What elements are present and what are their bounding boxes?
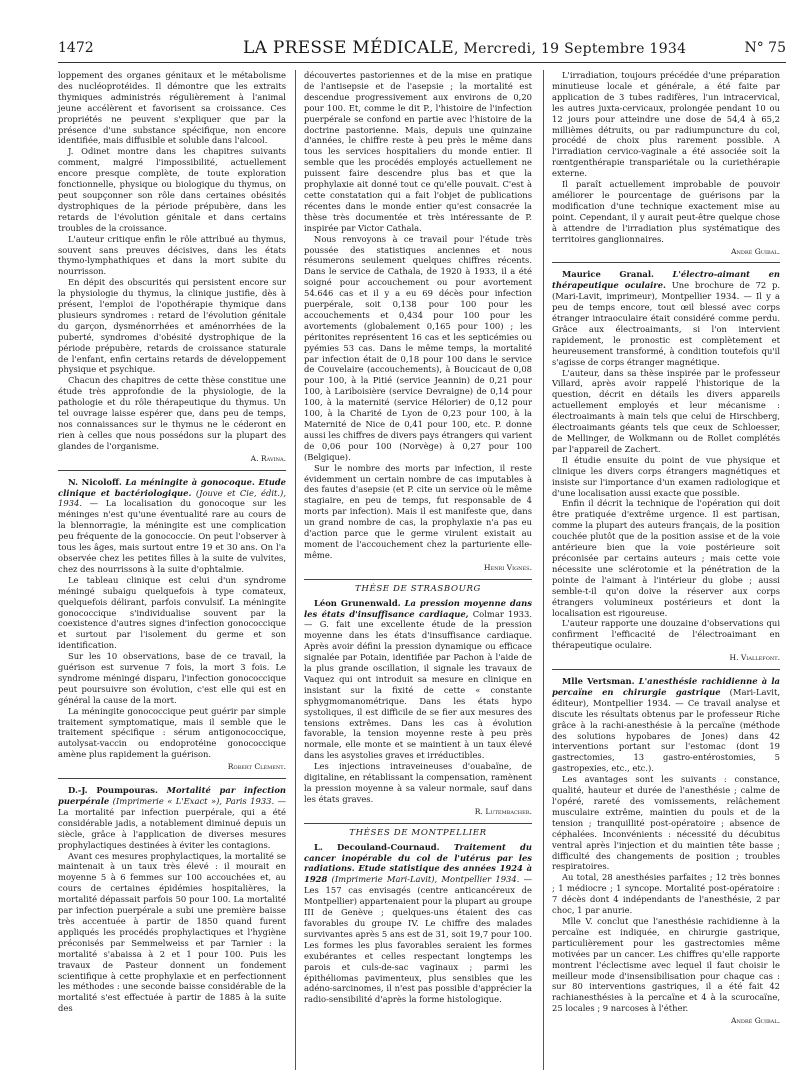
entry-divider [552, 262, 780, 263]
paragraph: L'auteur rapporte une douzaine d'observations qui confirment l'efficacité de l'électroaimant en thérapeutique oculaire. [552, 618, 780, 651]
paragraph: J. Odinet montre dans les chapitres suivants comment, malgré l'impossibilité, actuellement encore presque complète, de toute exploration fonctionnelle, physique ou biologique du thymus, on peut soupçonner son rôle dans certaines obésités dystrophiques de la période prépubère, dans les retards de l'évolution génitale et dans certains troubles de la croissance. [58, 146, 286, 233]
column-1 [58, 70, 286, 1014]
entry-title: Mortalité par infection puerpérale [58, 785, 287, 806]
entry-divider [58, 470, 286, 471]
paragraph: Sur les 10 observations, base de ce travail, la guérison est survenue 7 fois, la mort 3 fois. Le syndrome méningé disparu, l'infection gonococcique peut poursuivre son évolution, c'est elle qui est en général la cause de la mort. [58, 651, 286, 705]
column-divider [543, 70, 544, 1070]
entry-text: — G. fait une excellente étude de la pression moyenne dans les états d'insuffisance cardiaque. Après avoir défini la pression dynamique ou efficace signalée par Potain, identifiée par Pachon à l'aide de la plus grande oscillation, il signale les travaux de Vaquez qui ont introduit sa mesure en clinique en insistant sur la fixité de cette « constante sphygmomanométrique. Dans les états hypo systoliques, il est difficile de se fier aux mesures des tensions extrêmes. Dans les cas à évolution favorable, la tension moyenne reste à peu près normale, elle monte et se maintient à un taux élevé dans les asystolies graves et irréductibles. [304, 619, 532, 761]
review-signature: H. Viallefont. [729, 653, 780, 663]
journal-title: LA PRESSE MÉDICALE [243, 38, 454, 58]
newspaper-page [58, 0, 786, 1082]
review-entry-intro [552, 269, 780, 367]
entry-publisher: (Jouve et Cie, édit.), 1934. [58, 487, 286, 509]
entry-title: La pression moyenne dans les états d'insuffisance cardiaque, [304, 597, 532, 619]
page-number: 1472 [58, 40, 94, 56]
review-signature: André Guibal. [731, 246, 780, 256]
entry-author: N. Nicoloff. [68, 476, 122, 487]
entry-title: L'anesthésie rachidienne à la percaïne en chirurgie gastrique [552, 676, 780, 697]
paragraph: Nous renvoyons à ce travail pour l'étude très poussée des statistiques anciennes et nous résumerons seulement quelques chiffres récents. Dans le service de Cathala, de 1920 à 1933, il a été soigné pour accouchement ou pour avortement 54.646 cas et il y a eu 69 décès pour infection puerpérale, soit 0,138 pour 100 pour les accouchements et 0,434 pour 100 pour les avortements (globalement 0,165 pour 100) ; les péritonites représentent 16 cas et les septicémies ou pyémies 53 cas. Dans le même temps, la mortalité par infection était de 0,18 pour 100 dans le service de Couvelaire (accouchements), à Boucicaut de 0,08 pour 100, à la Pitié (service Jeannin) de 0,21 pour 100, à Lariboisière (service Devraigne) de 0,14 pour 100, à la maternité (service Hélorier) de 0,12 pour 100, à la Charité de Lyon de 0,23 pour 100, à la Maternité de Nice de 0,41 pour 100, etc. P. donne aussi les chiffres de divers pays étrangers qui varient de 0,06 pour 100 (Norvège) à 0,27 pour 100 (Belgique). [304, 233, 532, 462]
paragraph: Mlle V. conclut que l'anesthésie rachidienne à la percaïne est indiquée, en chirurgie gastrique, particulièrement pour les gastrectomies même motivées par un cancer. Les chiffres qu'elle rapporte montrent l'éclectisme avec lequel il faut choisir le meilleur mode d'insensibilisation pour chaque cas : sur 80 interventions gastriques, il a été fait 42 rachianesthésies à la percaïne et 4 à la scurocaïne, 25 locales ; 9 narcoses à l'éther. [552, 915, 780, 1014]
entry-divider [304, 579, 532, 580]
review-entry-intro [58, 477, 286, 575]
review-signature: A. Ravina. [250, 453, 286, 463]
entry-title: La méningite à gonocoque. Etude clinique et bactériologique. [58, 476, 287, 498]
entry-text: — La localisation du gonocoque sur les méninges n'est qu'une éventualité rare au cours de la blennorragie, la méningite est une complication peu fréquente de la gonococcie. On peut l'observer à tous les âges, mais surtout entre 19 et 30 ans. On l'a observée chez les petites filles à la suite de vulvites, chez des nourrissons à la suite d'ophtalmie. [58, 498, 286, 574]
paragraph: Il paraît actuellement improbable de pouvoir améliorer le pourcentage de guérisons par la modification d'une technique exactement mise au point. Cependant, il y aurait peut-être quelque chose à attendre de l'irradiation plus systématique des territoires ganglionnaires. [552, 179, 780, 244]
entry-publisher: Colmar 1933. [468, 608, 532, 619]
review-entry-intro [552, 676, 780, 774]
entry-author: Maurice Granal. [562, 269, 654, 280]
entry-author: Mlle Vertsman. [562, 676, 635, 687]
issue-number: N° 75 [744, 40, 786, 56]
entry-divider [58, 778, 286, 779]
journal-title-line [243, 38, 686, 58]
paragraph: L'auteur, dans sa thèse inspirée par le professeur Villard, après avoir rappelé l'historique de la question, décrit en détails les divers appareils actuellement employés et leur mécanisme : électroaimants à main tels que celui de Hirschberg, électroaimants géants tels que ceux de Schloesser, de Mellinger, de Wolkmann ou de Rollet complétés par l'appareil de Zachert. [552, 367, 780, 454]
page-header [58, 38, 786, 63]
entry-author: L. Decouland-Cournaud. [314, 841, 440, 852]
paragraph: Il étudie ensuite du point de vue physique et clinique les divers corps étrangers magnétiques et insiste sur l'importance d'un examen radiologique et d'une localisation aussi exacte que possible. [552, 454, 780, 498]
paragraph: loppement des organes génitaux et le métabolisme des nucléoprotéides. Il démontre que les extraits thymiques administrés régulièrement à l'animal jeune accélèrent et favorisent sa croissance. Ces propriétés ne peuvent s'expliquer que par la présence d'une substance spécifique, non encore identifiée, mais diffusible et soluble dans l'alcool. [58, 70, 286, 146]
column-divider [295, 70, 296, 1070]
paragraph: Les injections intraveineuses d'ouabaïne, de digitaline, en rétablissant la compensation, ramènent la pression moyenne à sa valeur normale, sauf dans les états graves. [304, 761, 532, 804]
paragraph: L'irradiation, toujours précédée d'une préparation minutieuse locale et générale, a été faite par application de 3 tubes radifères, l'un intracervical, les autres juxta-cervicaux, prolongée pendant 10 ou 12 jours pour atteindre une dose de 54,4 à 65,2 millièmes détruits, ou par radiumpuncture du col, procédé de choix plus rarement possible. A l'irradiation cervico-vaginale a été associée soit la rœntgenthérapie transpariétale ou la curiethérapie externe. [552, 70, 780, 179]
entry-title: L'électro-aimant en thérapeutique oculaire. [552, 269, 780, 291]
paragraph: découvertes pastoriennes et de la mise en pratique de l'antisepsie et de l'asepsie ; la mortalité est descendue progressivement aux environs de 0,20 pour 100. Et, comme le dit P., l'histoire de l'infection puerpérale se confond en partie avec l'histoire de la doctrine pastorienne. Mais, depuis une quinzaine d'années, le chiffre reste à peu près le même dans tous les services hospitaliers du monde entier. Il semble que les procédés employés actuellement ne puissent faire descendre plus bas et que la prophylaxie ait donné tout ce qu'elle pouvait. C'est à cette constatation qui a fait l'objet de publications récentes dans le monde entier qu'est consacrée la thèse très documentée et très intéressante de P. inspirée par Victor Cathala. [304, 70, 532, 233]
entry-text: — La mortalité par infection puerpérale, qui a été considérable jadis, a notablement diminué depuis un siècle, grâce à l'application de diverses mesures prophylactiques destinées à éviter les contagions. [58, 796, 286, 850]
review-signature: André Guibal. [731, 1016, 780, 1026]
paragraph: La méningite gonococcique peut guérir par simple traitement symptomatique, mais il semble que le traitement spécifique : sérum antigonococcique, autolysat-vaccin ou endoprotéine gonococcique amène plus rapidement la guérison. [58, 705, 286, 760]
review-signature: Henri Vignes. [483, 562, 532, 572]
paragraph: Au total, 28 anesthésies parfaites ; 12 très bonnes ; 1 médiocre ; 1 syncope. Mortalité post-opératoire : 7 décès dont 4 indépendants de l'anesthésie, 2 par choc, 1 par anurie. [552, 872, 780, 916]
entry-publisher: Une brochure de 72 p. (Mari-Lavit, imprimeur), Montpellier 1934. [552, 280, 781, 302]
issue-date: , Mercredi, 19 Septembre 1934 [453, 41, 687, 57]
entry-text: — Les 157 cas envisagés (centre anticancéreux de Montpellier) appartenaient pour la plupart au groupe III de Genève ; quelques-uns étaient des cas favorables du groupe IV. Le chiffre des malades survivantes après 5 ans est de 31, soit 19,7 pour 100. Les formes les plus favorables seraient les formes exubérantes et celles respectant longtemps les parois et culs-de-sac vaginaux ; parmi les épithéliomas pavimenteux, plus sensibles que les adéno-sarcinomes, il n'est pas possible d'apprécier la radio-sensibilité d'après la forme histologique. [304, 874, 532, 1005]
paragraph: Enfin il décrit la technique de l'opération qui doit être pratiquée d'extrême urgence. Il est partisan, comme la plupart des auteurs français, de la position couchée plutôt que de la position assise et de la voie antérieure bien que la voie postérieure soit préconisée par certains auteurs ; mais cette voie nécessite une sclérotomie et la pénétration de la pointe de l'aimant à l'intérieur du globe ; aussi semble-t-il qu'on doive la réserver aux corps étrangers volumineux postérieurs et dont la localisation est rigoureuse. [552, 498, 780, 618]
paragraph: Chacun des chapitres de cette thèse constitue une étude très approfondie de la physiologie, de la pathologie et du rôle thérapeutique du thymus. Un tel ouvrage laisse espérer que, dans peu de temps, nos connaissances sur le thymus ne le céderont en rien à celles que nous possédons sur la plupart des glandes de l'organisme. [58, 375, 286, 451]
section-heading: THÈSE DE STRASBOURG [355, 583, 481, 594]
review-entry-intro [304, 598, 532, 762]
paragraph: Les avantages sont les suivants : constance, qualité, hauteur et durée de l'anesthésie ; calme de l'opéré, rareté des vomissements, relâchement musculaire extrême, maintien du pouls et de la tension ; tranquillité post-opératoire ; absence de céphalées. Inconvénients : nécessité du décubitus ventral après l'injection et du maintien tête basse ; difficulté des changements de position ; troubles respiratoires. [552, 774, 780, 872]
review-entry-intro [58, 785, 286, 850]
paragraph: En dépit des obscurités qui persistent encore sur la physiologie du thymus, la clinique justifie, dès à présent, l'emploi de l'opothérapie thymique dans plusieurs syndromes : retard de l'évolution génitale du garçon, dysménorrhées et aménorrhées de la puberté, syndromes d'obésité dystrophique de la période prépubère, retards de croissance staturale de l'enfant, enfin certains retards de développement physique et psychique. [58, 277, 286, 375]
entry-divider [304, 823, 532, 824]
review-signature: Robert Clément. [227, 762, 286, 772]
entry-text: — Ce travail analyse et discute les résultats obtenus par le professeur Riche grâce à la rachi-anesthésie à la percaïne (méthode des solutions hypobares de Jones) dans 42 interventions portant sur l'estomac (dont 19 gastrectomies, 13 gastro-entérostomies, 5 gastropexies, etc., etc.). [552, 697, 780, 774]
entry-divider [552, 669, 780, 670]
entry-author: D.-J. Poumpouras. [68, 785, 158, 796]
entry-publisher: (Imprimerie Mari-Lavit), Montpellier 1934. [327, 874, 520, 885]
column-3 [552, 70, 780, 1032]
paragraph: Le tableau clinique est celui d'un syndrome méningé subaigu quelquefois à type comateux, quelquefois délirant, parfois convulsif. La méningite gonococcique s'individualise souvent par la coexistence d'autres signes d'infection gonococcique et surtout par l'isolement du germe et son identification. [58, 574, 286, 651]
entry-publisher: (Mari-Lavit, éditeur), Montpellier 1934. [552, 686, 780, 708]
paragraph: Avant ces mesures prophylactiques, la mortalité se maintenait à un taux très élevé : il mourait en moyenne 5 à 6 femmes sur 100 accouchées et, au cours de certaines épidémies hospitalières, la mortalité dépassait parfois 50 pour 100. La mortalité par infection puerpérale a subi une première baisse très accentuée à partir de 1850 quand furent appliqués les procédés prophylactiques et l'hygiène préconisés par Semmelweiss et par Tarnier : la mortalité s'abaissa à 2 et 1 pour 100. Puis les travaux de Pasteur donnent un fondement scientifique à cette prophylaxie et en perfectionnent les méthodes : une seconde baisse considérable de la mortalité s'est effectuée à partir de 1885 à la suite des [58, 850, 286, 1014]
review-signature: R. Lutembacher. [474, 806, 532, 816]
section-heading: THÈSES DE MONTPELLIER [349, 827, 487, 838]
entry-publisher: (Imprimerie « L'Exact »), Paris 1933. [109, 796, 275, 806]
paragraph: Sur le nombre des morts par infection, il reste évidemment un certain nombre de cas imputables à des fautes d'asepsie (et P. cite un service où le même stagiaire, en peu de temps, fut responsable de 4 morts par infection). Mais il est manifeste que, dans un grand nombre de cas, la prophylaxie n'a pas eu d'action parce que le germe virulent existait au moment de l'accouchement chez la parturiente elle-même. [304, 462, 532, 560]
review-entry-intro [304, 842, 532, 1006]
paragraph: L'auteur critique enfin le rôle attribué au thymus, souvent sans preuves décisives, dans les états thymo-lymphathiques et dans la mort subite du nourrisson. [58, 233, 286, 277]
column-2 [304, 70, 532, 1005]
entry-title: Traitement du cancer inopérable du col de l'utérus par les radiations. Etude statistique des années 1924 à 1928 [304, 841, 532, 885]
entry-author: Léon Grunenwald. [314, 597, 401, 608]
entry-text: — Il y a peu de temps encore, tout œil blessé avec corps étranger intraoculaire était considéré comme perdu. Grâce aux électroaimants, si l'on intervient rapidement, le pronostic est complètement et heureusement transformé, à condition toutefois qu'il s'agisse de corps étranger magnétique. [552, 291, 780, 367]
